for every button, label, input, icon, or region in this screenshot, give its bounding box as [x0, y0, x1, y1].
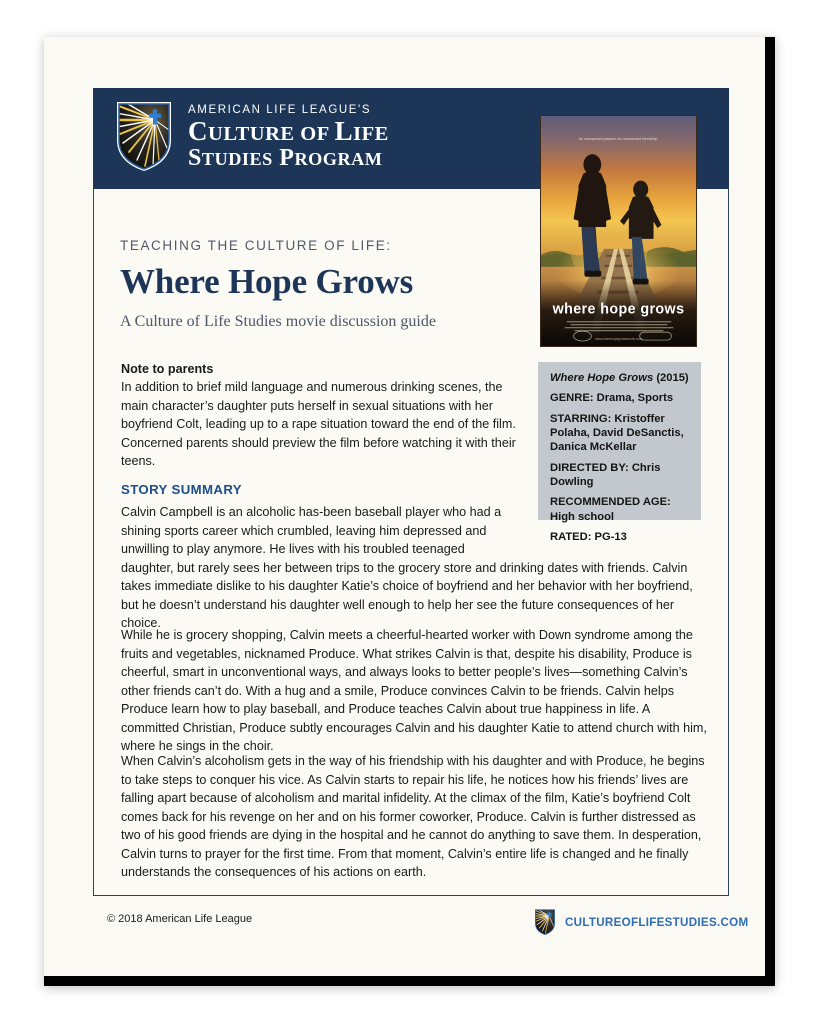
note-to-parents-body: In addition to brief mild language and numerous drinking scenes, the main character’s daughter puts herself in sexual situations with her boyfriend Colt, leading up to a rape situation toward the end of the film. Concerned parents should preview the film before watching it with their teens. — [121, 380, 516, 468]
brand-cap-p: P — [272, 144, 295, 171]
info-row-starring: STARRING: Kristoffer Polaha, David DeSanctis, Danica McKellar — [550, 412, 684, 454]
note-to-parents-section — [121, 362, 527, 471]
info-row-rated: RATED: PG-13 — [550, 530, 627, 543]
story-summary-paragraph-1-indented: Calvin Campbell is an alcoholic has-been baseball player who had a shining sports career which crumbled, leaving him depressed and unwilling to play anymore. He lives with his troubled teenaged — [121, 505, 502, 556]
info-row-genre: GENRE: Drama, Sports — [550, 392, 674, 405]
brand-of: OF — [294, 123, 335, 145]
footer-brand-lockup[interactable] — [534, 908, 748, 936]
brand-line-american-life-league: AMERICAN LIFE LEAGUE'S — [188, 104, 372, 116]
brand-wordmark — [188, 102, 389, 170]
brand-cap-s: S — [188, 144, 202, 171]
story-summary-paragraph-1 — [121, 503, 707, 633]
story-summary-paragraph-3: When Calvin’s alcoholism gets in the way of his friendship with his daughter and with Produce, he begins to take steps to conquer his vice. As Calvin starts to repair his life, he notices how his friends’ lives are falling apart because of alcoholism and marital infidelity. At the climax of the film, Katie’s boyfriend Colt comes back for his revenge on her and on his former coworker, Produce. Calvin is further distressed as two of his good friends are dying in the hospital and he cannot do anything to save them. In desperation, Calvin turns to prayer for the first time. From that moment, Calvin’s entire life is changed and he finally understands the consequences of his actions on earth. — [121, 754, 705, 879]
story-summary-paragraph-1-rest: daughter, but rarely sees her between trips to the grocery store and drinking dates with friends. Calvin takes immediate dislike to his daughter Katie’s choice of boyfriend and her behavior with her boyfriend, but he doesn’t understand his daughter well enough to help her see the future consequences of her choice. — [121, 560, 693, 630]
info-row-directed-by: DIRECTED BY: Chris Dowling — [550, 461, 661, 488]
poster-title: where hope grows — [552, 301, 685, 318]
brand-ulture: ULTURE — [208, 123, 295, 145]
brand-ife: IFE — [353, 123, 389, 145]
story-summary-paragraph-2: While he is grocery shopping, Calvin meets a cheerful-hearted worker with Down syndrome among the fruits and vegetables, nicknamed Produce. What strikes Calvin is that, despite his disability, Produce is cheerful, smart in unconventional ways, and always looks to better people’s lives—something Calvin’s other friends can’t do. With a hug and a smile, Produce convinces Calvin to be friends. Calvin helps Produce learn how to play baseball, and Produce teaches Calvin about true happiness in life. A committed Christian, Produce subtly encourages Calvin and his daughter Katie to attend church with him, where he sings in the choir. — [121, 628, 707, 753]
info-row-title — [550, 371, 691, 385]
story-summary-heading: STORY SUMMARY — [121, 482, 242, 497]
footer-website-url[interactable]: CULTUREOFLIFESTUDIES.COM — [565, 915, 749, 929]
page-subtitle: A Culture of Life Studies movie discussion guide — [120, 313, 436, 330]
page-title-block — [120, 238, 520, 331]
poster-tagline: An unexpected passion. An unexpected friendship. — [578, 136, 659, 141]
note-to-parents-heading: Note to parents — [121, 362, 214, 376]
info-row-recommended-age: RECOMMENDED AGE: High school — [550, 496, 671, 523]
footer-copyright: © 2018 American Life League — [107, 913, 253, 925]
eyebrow-text: TEACHING THE CULTURE OF LIFE: — [120, 238, 392, 253]
movie-poster-image — [540, 115, 697, 347]
movie-info-box — [538, 362, 701, 543]
shield-sunburst-cross-icon — [534, 908, 556, 936]
organization-logo-lockup — [115, 100, 389, 172]
poster-artwork — [541, 116, 696, 346]
brand-cap-c: C — [188, 116, 208, 146]
shield-sunburst-cross-icon — [115, 100, 173, 172]
poster-url: www.wherehopegrowsmovie.com — [595, 337, 642, 342]
brand-rogram: ROGRAM — [294, 148, 383, 169]
brand-cap-l: L — [334, 116, 354, 146]
brand-tudies: TUDIES — [201, 148, 273, 169]
info-film-title: Where Hope Grows — [550, 372, 654, 384]
brand-line-culture-of-life — [188, 118, 389, 146]
page-title: Where Hope Grows — [120, 262, 413, 301]
info-film-year: (2015) — [656, 372, 689, 384]
brand-line-studies-program — [188, 146, 389, 170]
